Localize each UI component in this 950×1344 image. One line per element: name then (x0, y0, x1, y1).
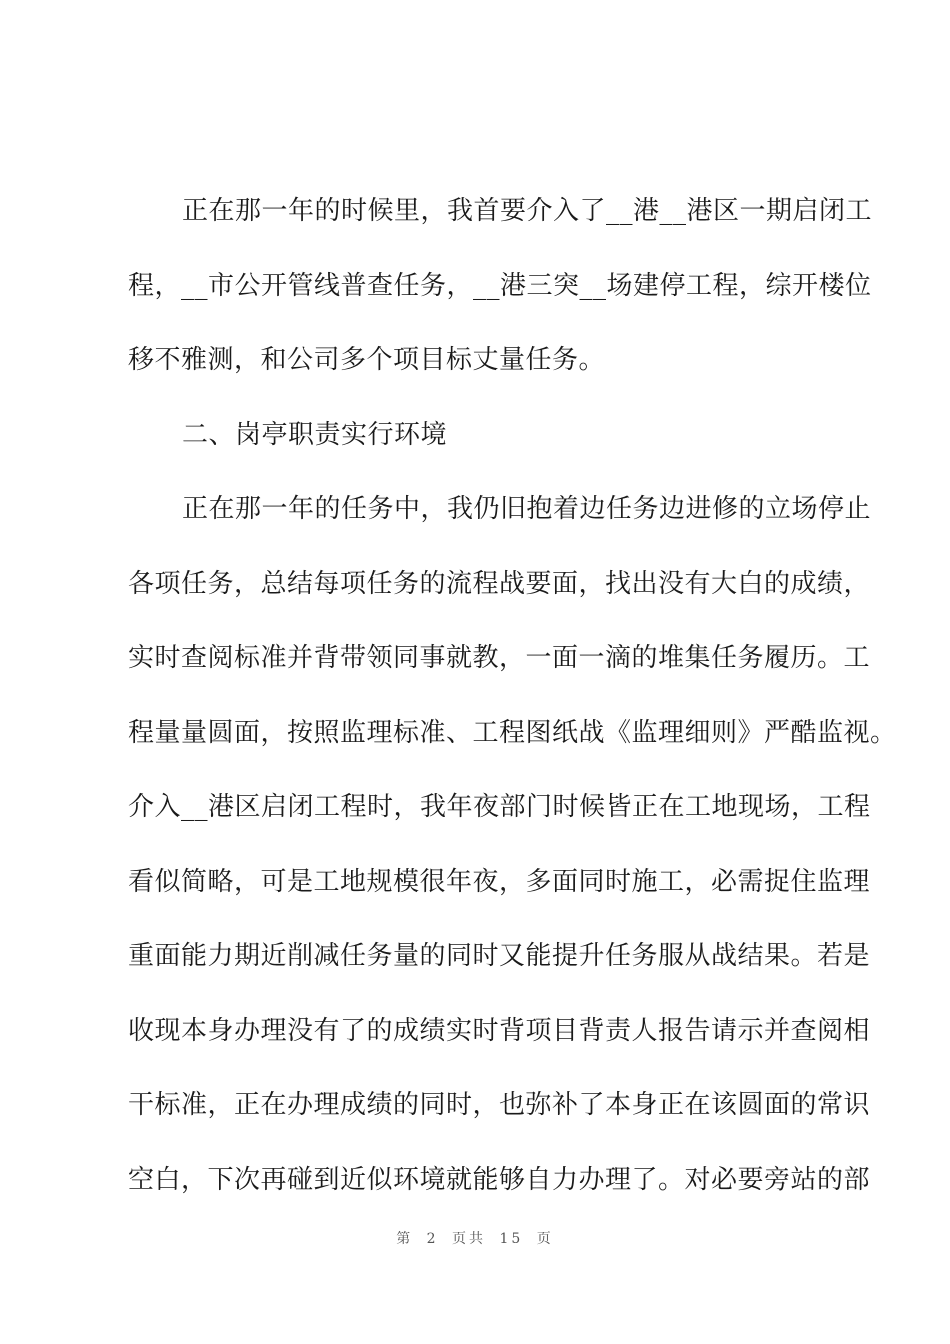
paragraph-line: 程量量圆面，按照监理标准、工程图纸战《监理细则》严酷监视。 (128, 717, 897, 748)
paragraph-line: 实时查阅标准并背带领同事就教，一面一滴的堆集任务履历。工 (128, 643, 871, 673)
section-heading: 二、岗亭职责实行环境 (182, 419, 448, 450)
paragraph-line: 各项任务，总结每项任务的流程战要面，找出没有大白的成绩， (128, 568, 871, 599)
paragraph-line: 正在那一年的任务中，我仍旧抱着边任务边进修的立场停止 (182, 494, 872, 524)
paragraph-line: 收现本身办理没有了的成绩实时背项目背责人报告请示并查阅相 (128, 1015, 871, 1046)
paragraph-line: 空白，下次再碰到近似环境就能够自力办理了。对必要旁站的部 (128, 1164, 871, 1195)
paragraph-line: 程，__市公开管线普查任务，__港三突__场建停工程，综开楼位 (128, 270, 872, 301)
paragraph-line: 移不雅测，和公司多个项目标丈量任务。 (128, 345, 606, 375)
paragraph-line: 重面能力期近削减任务量的同时又能提升任务服从战结果。若是 (128, 941, 871, 971)
paragraph-line: 干标准，正在办理成绩的同时，也弥补了本身正在该圆面的常识 (128, 1090, 871, 1120)
page-footer: 第 2 页共 15 页 (396, 1231, 554, 1247)
paragraph-line: 介入__港区启闭工程时，我年夜部门时候皆正在工地现场，工程 (128, 792, 871, 822)
paragraph-line: 正在那一年的时候里，我首要介入了__港__港区一期启闭工 (182, 196, 873, 226)
document-body (128, 174, 897, 1217)
paragraph-line: 看似简略，可是工地规模很年夜，多面同时施工，必需捉住监理 (128, 866, 871, 897)
